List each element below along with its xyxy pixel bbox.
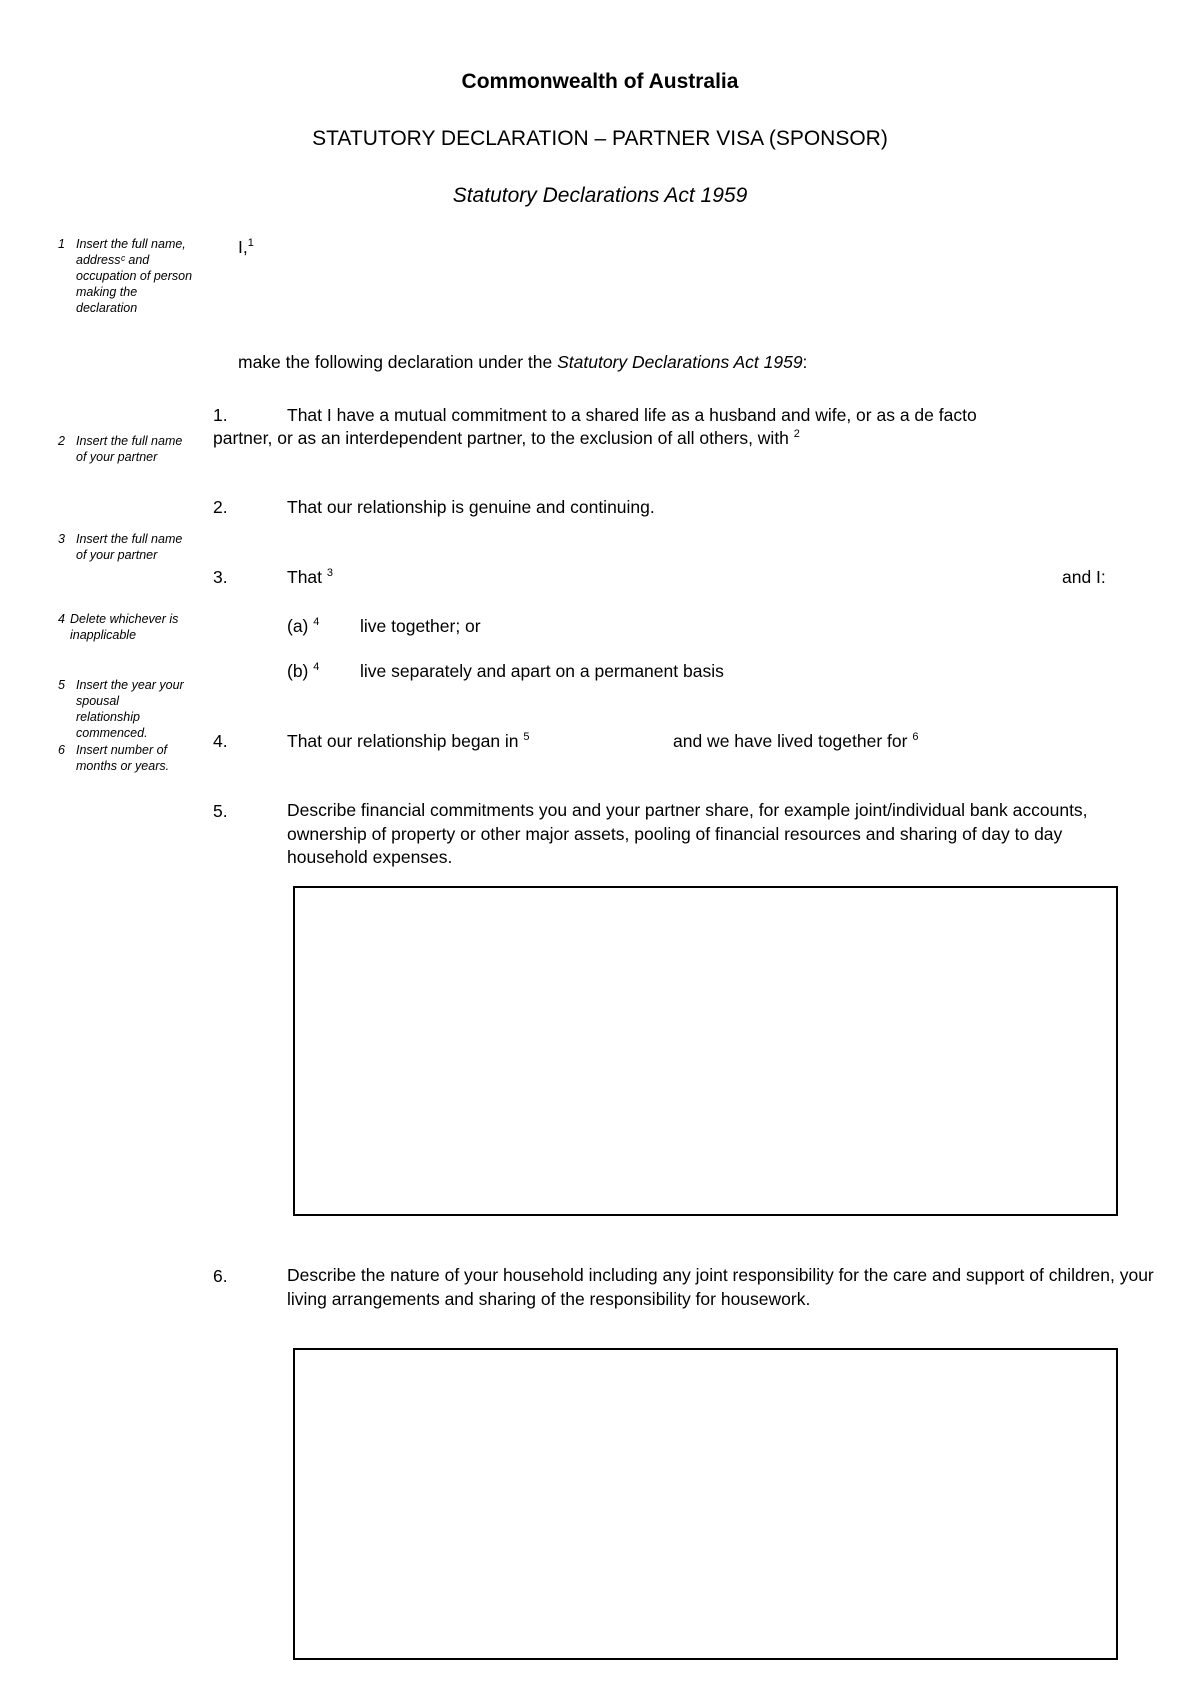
margin-note-text: Insert the year your spousal relationship commenced. [76,678,184,740]
declarant-line [238,235,254,259]
item-6-text: Describe the nature of your household including any joint responsibility for the care and support of children, your living arrangements and sharing of the responsibility for housework. [287,1265,1154,1309]
margin-note-2 [58,433,198,483]
footnote-ref: 1 [247,237,254,249]
item-2-number: 2. [213,497,228,517]
margin-note-number: 1 [58,237,65,251]
intro-act: Statutory Declarations Act 1959 [557,352,803,372]
margin-note-5 [58,677,198,743]
item-1-line-2 [213,426,800,450]
declarant-prefix: I, [238,237,248,257]
item-3b-letter: (b) [287,661,309,681]
margin-note-1 [58,236,198,316]
margin-note-6 [58,742,198,776]
margin-note-text: Insert the full name of your partner [76,434,183,464]
act-title: Statutory Declarations Act 1959 [452,184,748,207]
margin-note-number: 4 [58,612,65,626]
intro-line [238,350,807,374]
margin-note-number: 5 [58,678,65,692]
footnote-ref: 2 [793,428,800,440]
margin-note-text: Insert the full name of your partner [76,532,183,562]
item-4-text-2: and we have lived together for [673,731,908,751]
household-answer-box[interactable] [293,1348,1118,1660]
margin-note-number: 2 [58,434,65,448]
margin-note-number: 3 [58,532,65,546]
margin-note-4 [58,611,208,645]
item-2-text: That our relationship is genuine and continuing. [287,497,655,517]
footnote-ref: 5 [523,731,530,743]
intro-colon: : [802,352,808,372]
item-1-number: 1. [213,405,228,425]
item-3a-letter: (a) [287,616,309,636]
item-1-line-1: That I have a mutual commitment to a shared life as a husband and wife, or as a de facto [287,405,977,425]
item-3-line [287,565,333,589]
intro-text: make the following declaration under the [238,352,558,372]
margin-note-text: Delete whichever is inapplicable [70,612,179,642]
footnote-ref: 4 [313,616,320,628]
financial-commitments-answer-box[interactable] [293,886,1118,1216]
item-5-text: Describe financial commitments you and your partner share, for example joint/individual bank accounts, ownership of property or other major assets, pooling of financial resources and sharing of day to day household expenses. [287,800,1088,867]
item-3-text: That [287,567,323,587]
item-4-part-2 [673,729,918,753]
item-3b-text: live separately and apart on a permanent basis [360,661,724,681]
item-5-number: 5. [213,801,228,821]
margin-note-text: Insert number of months or years. [76,743,170,773]
item-4-part-1 [287,729,530,753]
form-title: STATUTORY DECLARATION – PARTNER VISA (SPONSOR) [312,127,888,150]
item-3-tail: and I: [1062,567,1106,587]
footnote-ref: 3 [326,567,334,579]
item-6-number: 6. [213,1266,228,1286]
item-4-number: 4. [213,731,228,751]
margin-note-text: Insert the full name, addressᶜ and occupation of person making the declaration [76,237,193,315]
item-3a-label [287,614,319,638]
item-3b-label [287,659,319,683]
margin-note-number: 6 [58,743,65,757]
document-heading: Commonwealth of Australia [461,70,739,93]
item-3a-text: live together; or [360,616,481,636]
item-1-text: partner, or as an interdependent partner, to the exclusion of all others, with [213,428,789,448]
item-4-text-1: That our relationship began in [287,731,519,751]
margin-note-3 [58,531,198,581]
footnote-ref: 4 [313,661,320,673]
footnote-ref: 6 [912,731,919,743]
item-3-number: 3. [213,567,228,587]
